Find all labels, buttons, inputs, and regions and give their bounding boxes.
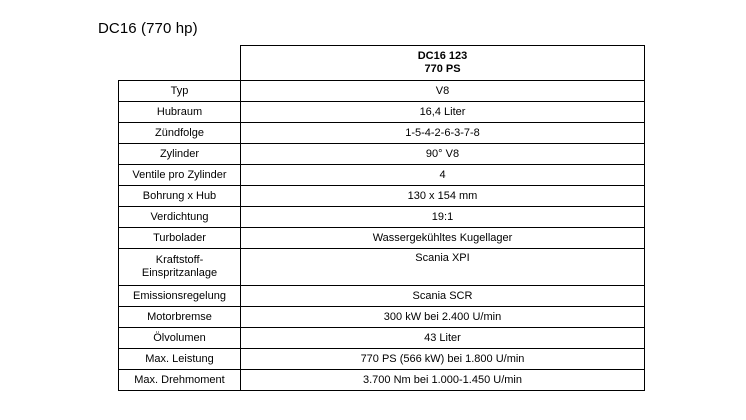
- table-row: [119, 165, 645, 186]
- spec-value: 43 Liter: [241, 328, 645, 349]
- spec-label: Verdichtung: [119, 207, 241, 228]
- spec-value: 300 kW bei 2.400 U/min: [241, 307, 645, 328]
- header-empty-cell: [119, 46, 241, 81]
- engine-spec-table: [118, 45, 645, 391]
- spec-value: 130 x 154 mm: [241, 186, 645, 207]
- spec-value: 90° V8: [241, 144, 645, 165]
- table-row: [119, 102, 645, 123]
- table-row: [119, 186, 645, 207]
- spec-label: Turbolader: [119, 228, 241, 249]
- spec-label: Ventile pro Zylinder: [119, 165, 241, 186]
- engine-model-header: [241, 46, 645, 81]
- spec-value: 19:1: [241, 207, 645, 228]
- spec-label: Bohrung x Hub: [119, 186, 241, 207]
- table-row: [119, 228, 645, 249]
- table-row: [119, 249, 645, 286]
- table-row: [119, 286, 645, 307]
- spec-label: Zündfolge: [119, 123, 241, 144]
- engine-model-power: 770 PS: [424, 63, 461, 75]
- spec-label: Motorbremse: [119, 307, 241, 328]
- spec-value: 770 PS (566 kW) bei 1.800 U/min: [241, 349, 645, 370]
- page-title: DC16 (770 hp): [98, 20, 198, 37]
- engine-model-name: DC16 123: [417, 50, 468, 62]
- spec-label: Zylinder: [119, 144, 241, 165]
- table-row: [119, 328, 645, 349]
- spec-value: V8: [241, 81, 645, 102]
- table-header-row: [119, 46, 645, 81]
- table-row: [119, 144, 645, 165]
- spec-label: Hubraum: [119, 102, 241, 123]
- spec-label: Typ: [119, 81, 241, 102]
- spec-value: 3.700 Nm bei 1.000-1.450 U/min: [241, 370, 645, 391]
- table-row: [119, 370, 645, 391]
- spec-value: Wassergekühltes Kugellager: [241, 228, 645, 249]
- spec-value: 16,4 Liter: [241, 102, 645, 123]
- spec-value: Scania XPI: [241, 249, 645, 286]
- spec-label: Ölvolumen: [119, 328, 241, 349]
- table-row: [119, 307, 645, 328]
- table-row: [119, 207, 645, 228]
- spec-label: Max. Drehmoment: [119, 370, 241, 391]
- spec-label: Max. Leistung: [119, 349, 241, 370]
- spec-value: Scania SCR: [241, 286, 645, 307]
- spec-value: 1-5-4-2-6-3-7-8: [241, 123, 645, 144]
- spec-value: 4: [241, 165, 645, 186]
- table-row: [119, 349, 645, 370]
- spec-label: Emissionsregelung: [119, 286, 241, 307]
- table-row: [119, 81, 645, 102]
- spec-label: Kraftstoff-Einspritzanlage: [119, 249, 241, 286]
- table-row: [119, 123, 645, 144]
